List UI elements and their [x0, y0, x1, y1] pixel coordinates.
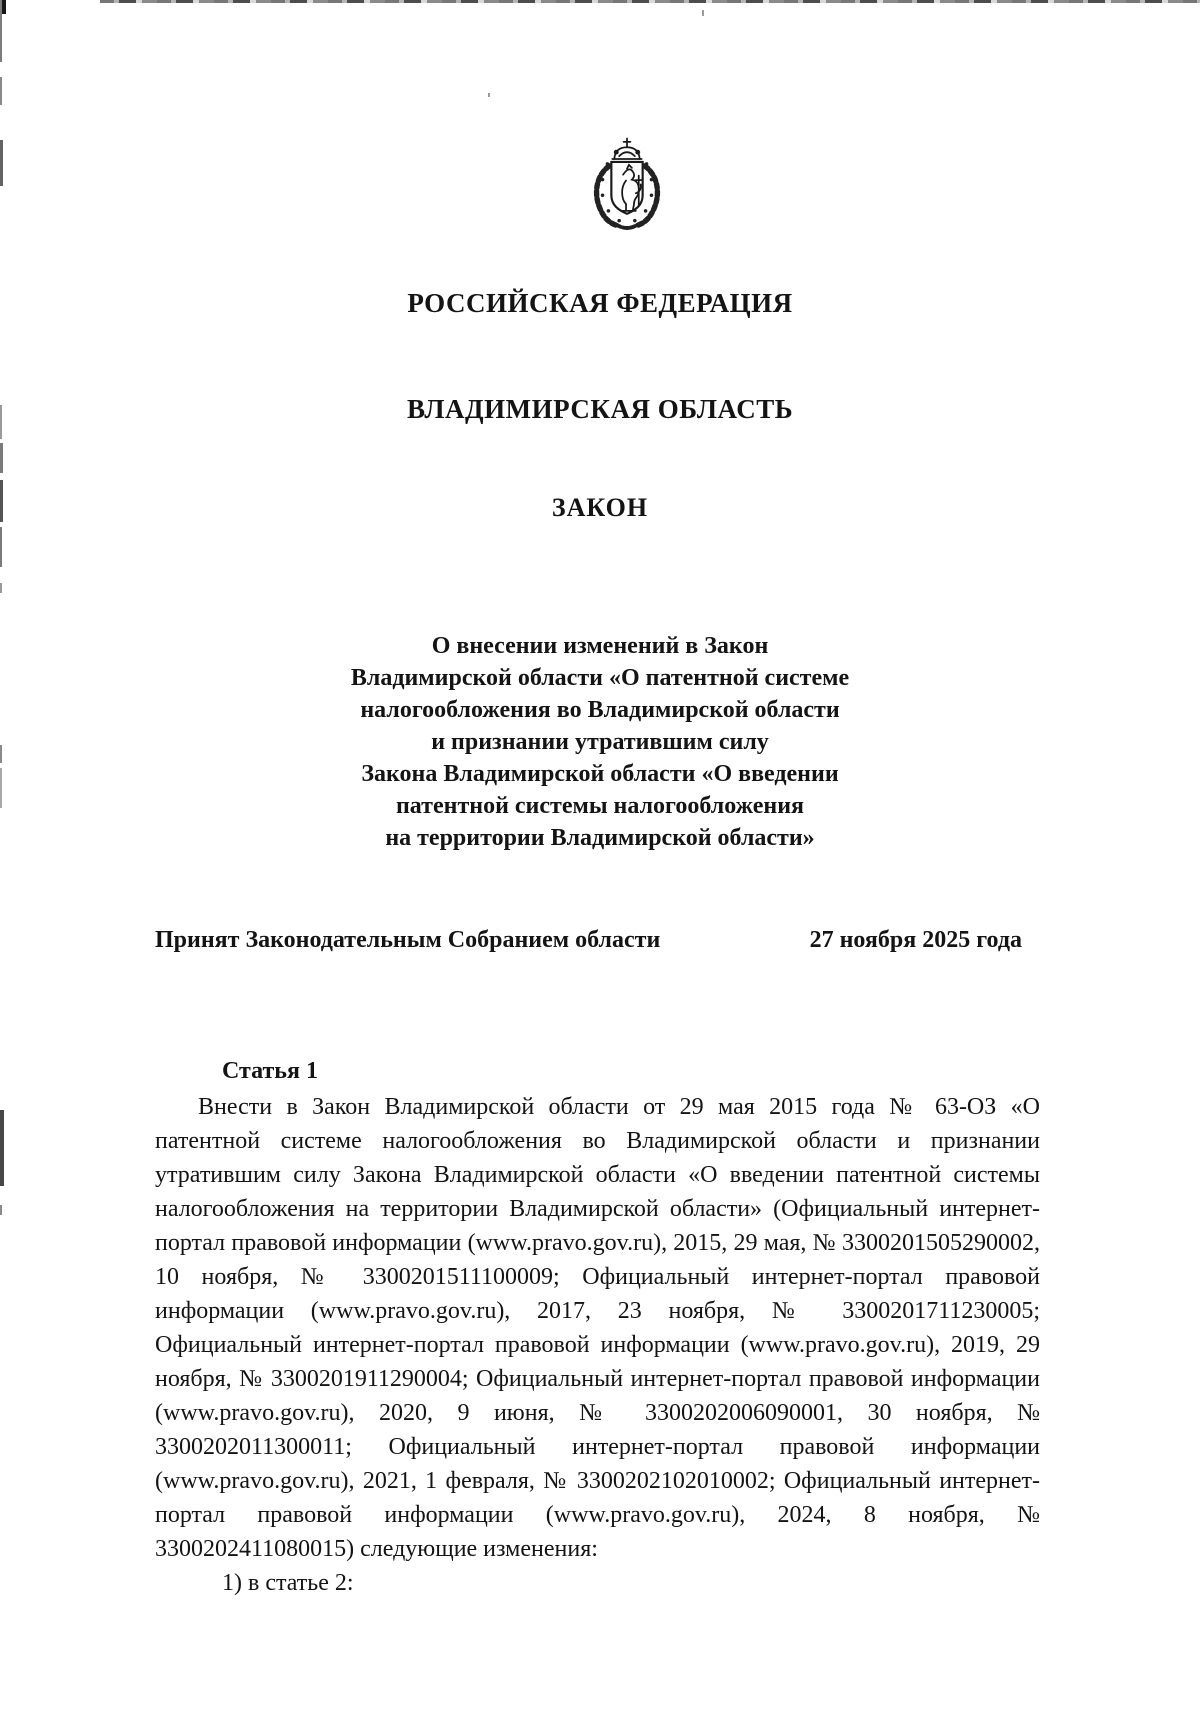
scan-artifact-left: [0, 527, 2, 567]
scan-artifact-left: [0, 140, 3, 186]
doc-title-line: Владимирской области «О патентной системе: [350, 665, 850, 691]
scan-artifact-left: [0, 0, 2, 62]
scan-artifact-left: [0, 1110, 4, 1186]
scan-artifact-left: [0, 583, 2, 593]
article-body: [155, 1053, 1040, 1600]
scan-artifact-left: [0, 443, 3, 473]
scan-artifact-left: [0, 77, 2, 105]
coat-of-arms-icon: [582, 134, 672, 233]
doc-title-line: и признании утратившим силу: [431, 729, 769, 755]
article-list-item: 1) в статье 2:: [222, 1570, 354, 1596]
header-region: ВЛАДИМИРСКАЯ ОБЛАСТЬ: [406, 394, 794, 424]
scan-artifact-dot: [488, 93, 490, 97]
scan-artifact-left: [0, 0, 6, 14]
scan-artifact-left: [0, 1205, 2, 1215]
doc-title-line: налогообложения во Владимирской области: [360, 697, 840, 723]
scan-artifact-left: [0, 745, 2, 763]
scan-artifact-left: [0, 405, 2, 439]
header-doc-type: ЗАКОН: [551, 493, 649, 522]
doc-title: [155, 630, 1045, 854]
article-heading: Статья 1: [222, 1058, 318, 1084]
header-country: РОССИЙСКАЯ ФЕДЕРАЦИЯ: [407, 288, 793, 318]
doc-title-line: Закона Владимирской области «О введении: [361, 761, 839, 787]
scan-artifact-dot: [702, 10, 704, 16]
scan-artifact-left: [0, 768, 2, 808]
doc-title-line: патентной системы налогообложения: [395, 793, 805, 819]
doc-title-line: на территории Владимирской области»: [385, 825, 815, 851]
adoption-row: [155, 926, 1040, 954]
scan-artifact-top-edge: [100, 0, 1200, 3]
adoption-date: 27 ноября 2025 года: [809, 927, 1022, 953]
adoption-text: Принят Законодательным Собранием области: [155, 927, 661, 953]
doc-title-line: О внесении изменений в Закон: [431, 633, 769, 659]
scan-artifact-left: [0, 480, 3, 522]
article-paragraph: Внести в Закон Владимирской области от 29 мая 2015 года № 63-ОЗ «О патентной системе налогообложения во Владимирской области и признании утратившим силу Закона Владимирской области «О введении патентной системы налогообложения на территории Владимирской области» (Официальный интернет-портал правовой информации (www.pravo.gov.ru), 2015, 29 мая, № 3300201505290002, 10 ноября, № 3300201511100009; Официальный интернет-портал правовой информации (www.pravo.gov.ru), 2017, 23 ноября, № 3300201711230005; Официальный интернет-портал правовой информации (www.pravo.gov.ru), 2019, 29 ноября, № 3300201911290004; Официальный интернет-портал правовой информации (www.pravo.gov.ru), 2020, 9 июня, № 3300202006090001, 30 ноября, № 3300202011300011; Официальный интернет-портал правовой информации (www.pravo.gov.ru), 2021, 1 февраля, № 3300202102010002; Официальный интернет-портал правовой информации (www.pravo.gov.ru), 2024, 8 ноября, № 3300202411080015) следующие изменения:: [155, 1094, 1040, 1562]
